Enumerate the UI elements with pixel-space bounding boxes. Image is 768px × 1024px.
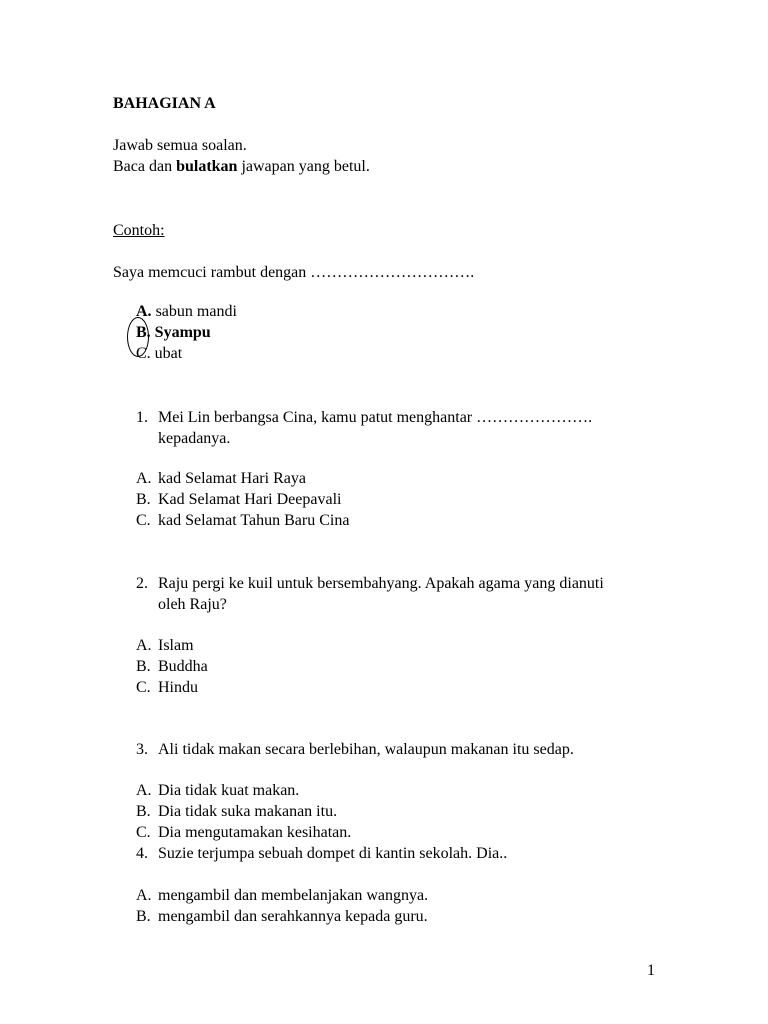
- page-number: 1: [647, 962, 655, 979]
- question-3-text: Ali tidak makan secara berlebihan, walaupun makanan itu sedap.: [158, 741, 574, 758]
- question-4-option-a-text: mengambil dan membelanjakan wangnya.: [158, 887, 429, 904]
- question-2-option-b: B.: [136, 658, 151, 675]
- option-letter: C.: [136, 345, 151, 362]
- instruction-text: Baca dan: [113, 158, 177, 175]
- question-2-text-cont: oleh Raju?: [158, 596, 227, 613]
- answer-circle: [127, 317, 149, 357]
- question-3-option-c: C.: [136, 824, 151, 841]
- question-2-option-b-text: Buddha: [158, 658, 208, 675]
- example-question: Saya memcuci rambut dengan ………………………….: [113, 264, 475, 281]
- question-3-option-b-text: Dia tidak suka makanan itu.: [158, 803, 338, 820]
- question-4-option-b-text: mengambil dan serahkannya kepada guru.: [158, 908, 428, 925]
- question-1-option-b-text: Kad Selamat Hari Deepavali: [158, 491, 342, 508]
- instruction-line-2: [113, 157, 370, 177]
- question-4-option-a: A.: [136, 887, 152, 904]
- question-1-option-a: A.: [136, 470, 152, 487]
- question-3-option-a-text: Dia tidak kuat makan.: [158, 782, 300, 799]
- question-1-option-c: C.: [136, 512, 151, 529]
- section-title: BAHAGIAN A: [113, 95, 216, 112]
- question-2-option-a: A.: [136, 637, 152, 654]
- instruction-emphasis: bulatkan: [176, 158, 238, 175]
- question-3-option-c-text: Dia mengutamakan kesihatan.: [158, 824, 352, 841]
- question-1-option-a-text: kad Selamat Hari Raya: [158, 470, 306, 487]
- question-2-number: 2.: [136, 575, 148, 592]
- question-3-option-a: A.: [136, 782, 152, 799]
- question-1-text: Mei Lin berbangsa Cina, kamu patut menghantar ………………….: [158, 409, 593, 426]
- question-1-number: 1.: [136, 409, 148, 426]
- question-2-option-c-text: Hindu: [158, 679, 198, 696]
- option-text: ubat: [154, 345, 183, 362]
- question-4-number: 4.: [136, 845, 148, 862]
- instruction-text: jawapan yang betul.: [237, 158, 370, 175]
- question-3-number: 3.: [136, 741, 148, 758]
- question-3-option-b: B.: [136, 803, 151, 820]
- instruction-line-1: Jawab semua soalan.: [113, 137, 247, 154]
- question-2-option-a-text: Islam: [158, 637, 194, 654]
- question-1-text-cont: kepadanya.: [158, 430, 231, 447]
- question-1-option-b: B.: [136, 491, 151, 508]
- question-2-text: Raju pergi ke kuil untuk bersembahyang. Apakah agama yang dianuti: [158, 575, 604, 592]
- option-letter: A.: [136, 303, 152, 320]
- option-text: Syampu: [154, 324, 211, 341]
- example-heading: Contoh:: [113, 222, 165, 239]
- option-letter: B.: [136, 324, 151, 341]
- question-2-option-c: C.: [136, 679, 151, 696]
- option-text: sabun mandi: [155, 303, 237, 320]
- question-4-text: Suzie terjumpa sebuah dompet di kantin sekolah. Dia..: [158, 845, 508, 862]
- example-option-a: [136, 302, 237, 322]
- question-1-option-c-text: kad Selamat Tahun Baru Cina: [158, 512, 350, 529]
- question-4-option-b: B.: [136, 908, 151, 925]
